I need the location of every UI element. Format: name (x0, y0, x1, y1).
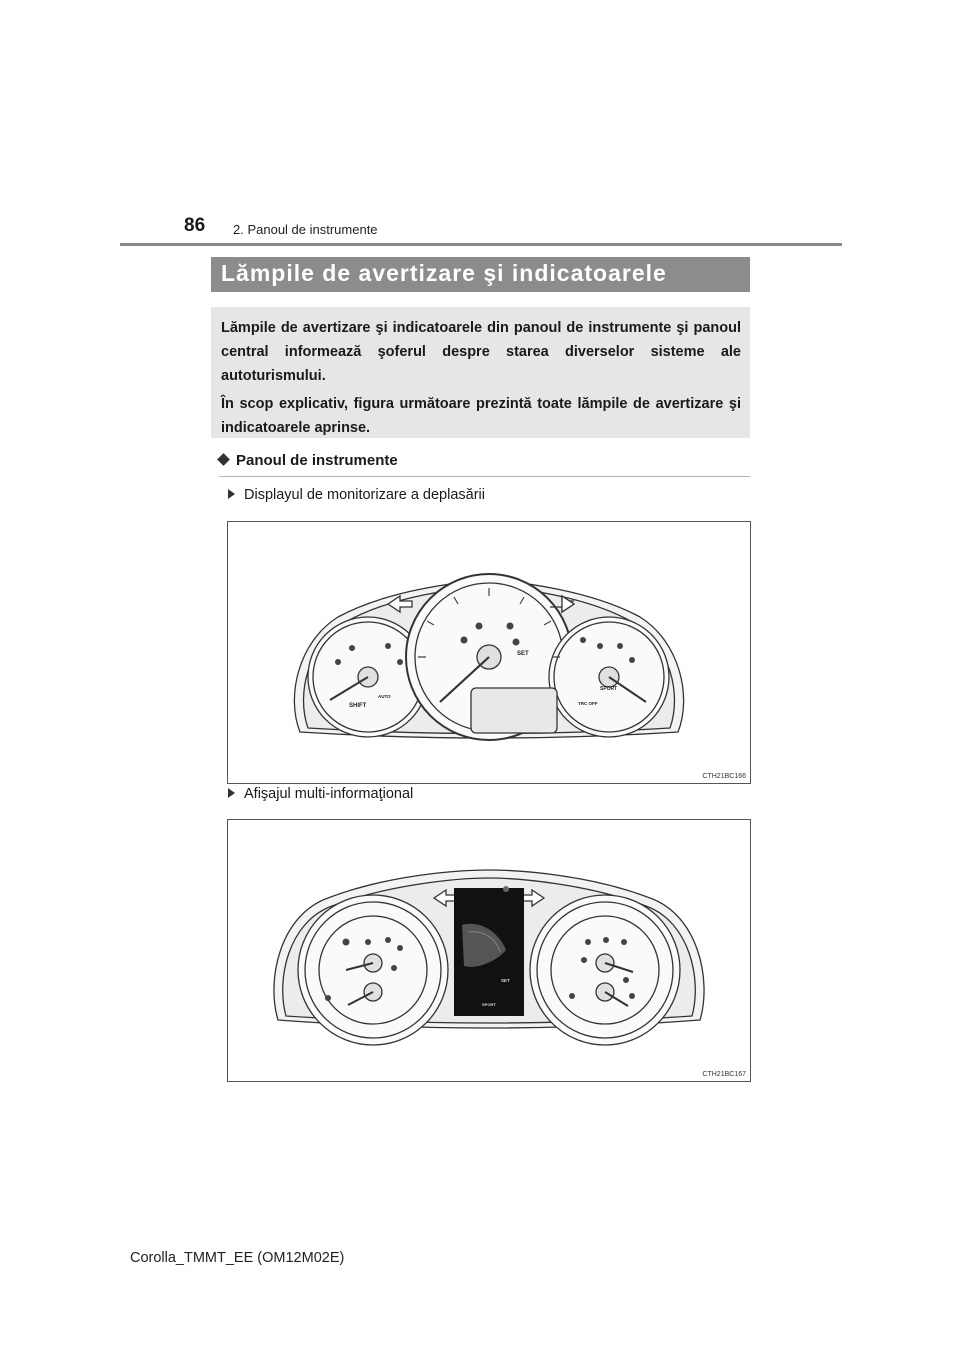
figure-caption: CTH21BC166 (702, 773, 746, 780)
item-label-travel-monitor (228, 487, 485, 503)
sport-label: SPORT (600, 686, 618, 692)
page-title: Lămpile de avertizare şi indicatoarele (211, 257, 750, 292)
header-divider (120, 243, 842, 246)
auto-label: AUTO (378, 694, 391, 699)
instrument-cluster-illustration (228, 522, 750, 783)
item-label-multi-info (228, 786, 413, 802)
subsection-divider (219, 476, 750, 477)
figure-caption: CTH21BC167 (702, 1071, 746, 1078)
subsection-heading-text: Panoul de instrumente (236, 452, 398, 469)
item-label-text: Afişajul multi-informaţional (244, 786, 414, 802)
section-title: 2. Panoul de instrumente (233, 222, 378, 237)
intro-box (211, 307, 750, 438)
intro-paragraph: În scop explicativ, figura următoare prezintă toate lămpile de avertizare şi indicatoarele aprinse. (221, 396, 741, 436)
intro-paragraph: Lămpile de avertizare şi indicatoarele din panoul de instrumente şi panoul central informează şoferul despre starea diverselor sisteme ale autoturismului. (221, 320, 741, 384)
footer-document-id: Corolla_TMMT_EE (OM12M02E) (130, 1250, 345, 1266)
set-label: SET (501, 978, 510, 983)
set-label: SET (517, 651, 529, 657)
triangle-bullet-icon (228, 788, 235, 798)
subsection-heading (219, 452, 398, 469)
figure-instrument-cluster-multi-info (227, 819, 751, 1082)
instrument-cluster-multi-info-illustration (228, 820, 750, 1081)
shift-label: SHIFT (349, 703, 367, 709)
trc-off-label: TRC OFF (578, 701, 598, 706)
figure-instrument-cluster-travel-monitor (227, 521, 751, 784)
triangle-bullet-icon (228, 489, 235, 499)
page-number: 86 (184, 215, 206, 236)
item-label-text: Displayul de monitorizare a deplasării (244, 487, 485, 503)
sport-label: SPORT (482, 1002, 496, 1007)
diamond-bullet-icon (217, 453, 230, 466)
